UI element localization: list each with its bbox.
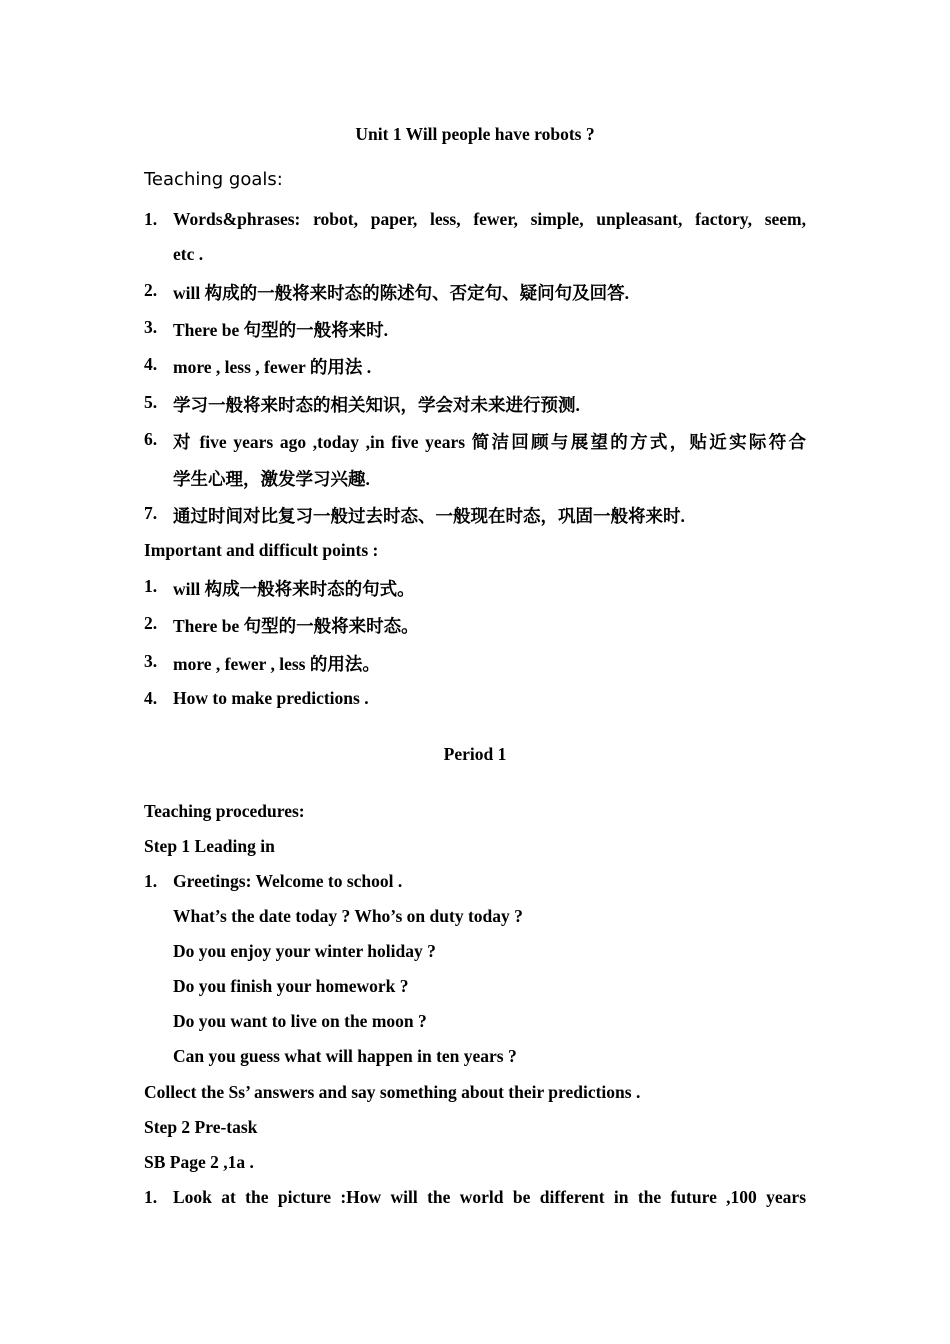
question-line: Do you finish your homework ? xyxy=(173,976,409,996)
goal-text: There be 句型的一般将来时. xyxy=(173,320,389,340)
question-line: Do you want to live on the moon ? xyxy=(173,1011,427,1031)
goal-text: will 构成的一般将来时态的陈述句、否定句、疑问句及回答. xyxy=(173,283,629,303)
sb-page-reference: SB Page 2 ,1a . xyxy=(144,1152,254,1172)
point-text: There be 句型的一般将来时态。 xyxy=(173,616,419,636)
goal-text: Words&phrases: robot, paper, less, fewer, simple, unpleasant, factory, seem, xyxy=(173,209,806,229)
document-title: Unit 1 Will people have robots ? xyxy=(355,124,595,144)
point-text: How to make predictions . xyxy=(173,688,369,708)
point-number: 4. xyxy=(144,688,158,708)
goal-text: more , less , fewer 的用法 . xyxy=(173,357,372,377)
collect-instruction: Collect the Ss’ answers and say something about their predictions . xyxy=(144,1082,641,1102)
question-line: Do you enjoy your winter holiday ? xyxy=(173,941,436,961)
question-line: Can you guess what will happen in ten years ? xyxy=(173,1046,517,1066)
goal-number: 4. xyxy=(144,354,158,374)
goal-continuation: etc . xyxy=(173,244,204,264)
teaching-goals-heading: Teaching goals: xyxy=(144,169,283,190)
point-text: more , fewer , less 的用法。 xyxy=(173,654,380,674)
goal-text: 对 five years ago ,today ,in five years 简洁回顾与展望的方式，贴近实际符合 xyxy=(173,432,806,452)
greetings-text: Greetings: Welcome to school . xyxy=(173,871,403,891)
point-number: 1. xyxy=(144,576,158,596)
period-heading: Period 1 xyxy=(443,744,507,764)
goal-number: 5. xyxy=(144,392,158,412)
look-number: 1. xyxy=(144,1187,158,1207)
question-line: What’s the date today ? Who’s on duty today ? xyxy=(173,906,523,926)
point-number: 3. xyxy=(144,651,158,671)
goal-continuation: 学生心理，激发学习兴趣. xyxy=(173,469,370,489)
goal-number: 2. xyxy=(144,280,158,300)
goal-text: 通过时间对比复习一般过去时态、一般现在时态，巩固一般将来时. xyxy=(173,506,685,526)
step-heading: Step 2 Pre-task xyxy=(144,1117,258,1137)
look-text: Look at the picture :How will the world be different in the future ,100 years xyxy=(173,1187,806,1207)
goal-number: 1. xyxy=(144,209,158,229)
point-text: will 构成一般将来时态的句式。 xyxy=(173,579,415,599)
procedures-heading: Teaching procedures: xyxy=(144,801,305,821)
point-number: 2. xyxy=(144,613,158,633)
goal-number: 7. xyxy=(144,503,158,523)
important-points-heading: Important and difficult points : xyxy=(144,540,379,560)
goal-number: 3. xyxy=(144,317,158,337)
greetings-number: 1. xyxy=(144,871,158,891)
step-heading: Step 1 Leading in xyxy=(144,836,275,856)
goal-text: 学习一般将来时态的相关知识，学会对未来进行预测. xyxy=(173,395,580,415)
goal-number: 6. xyxy=(144,429,158,449)
